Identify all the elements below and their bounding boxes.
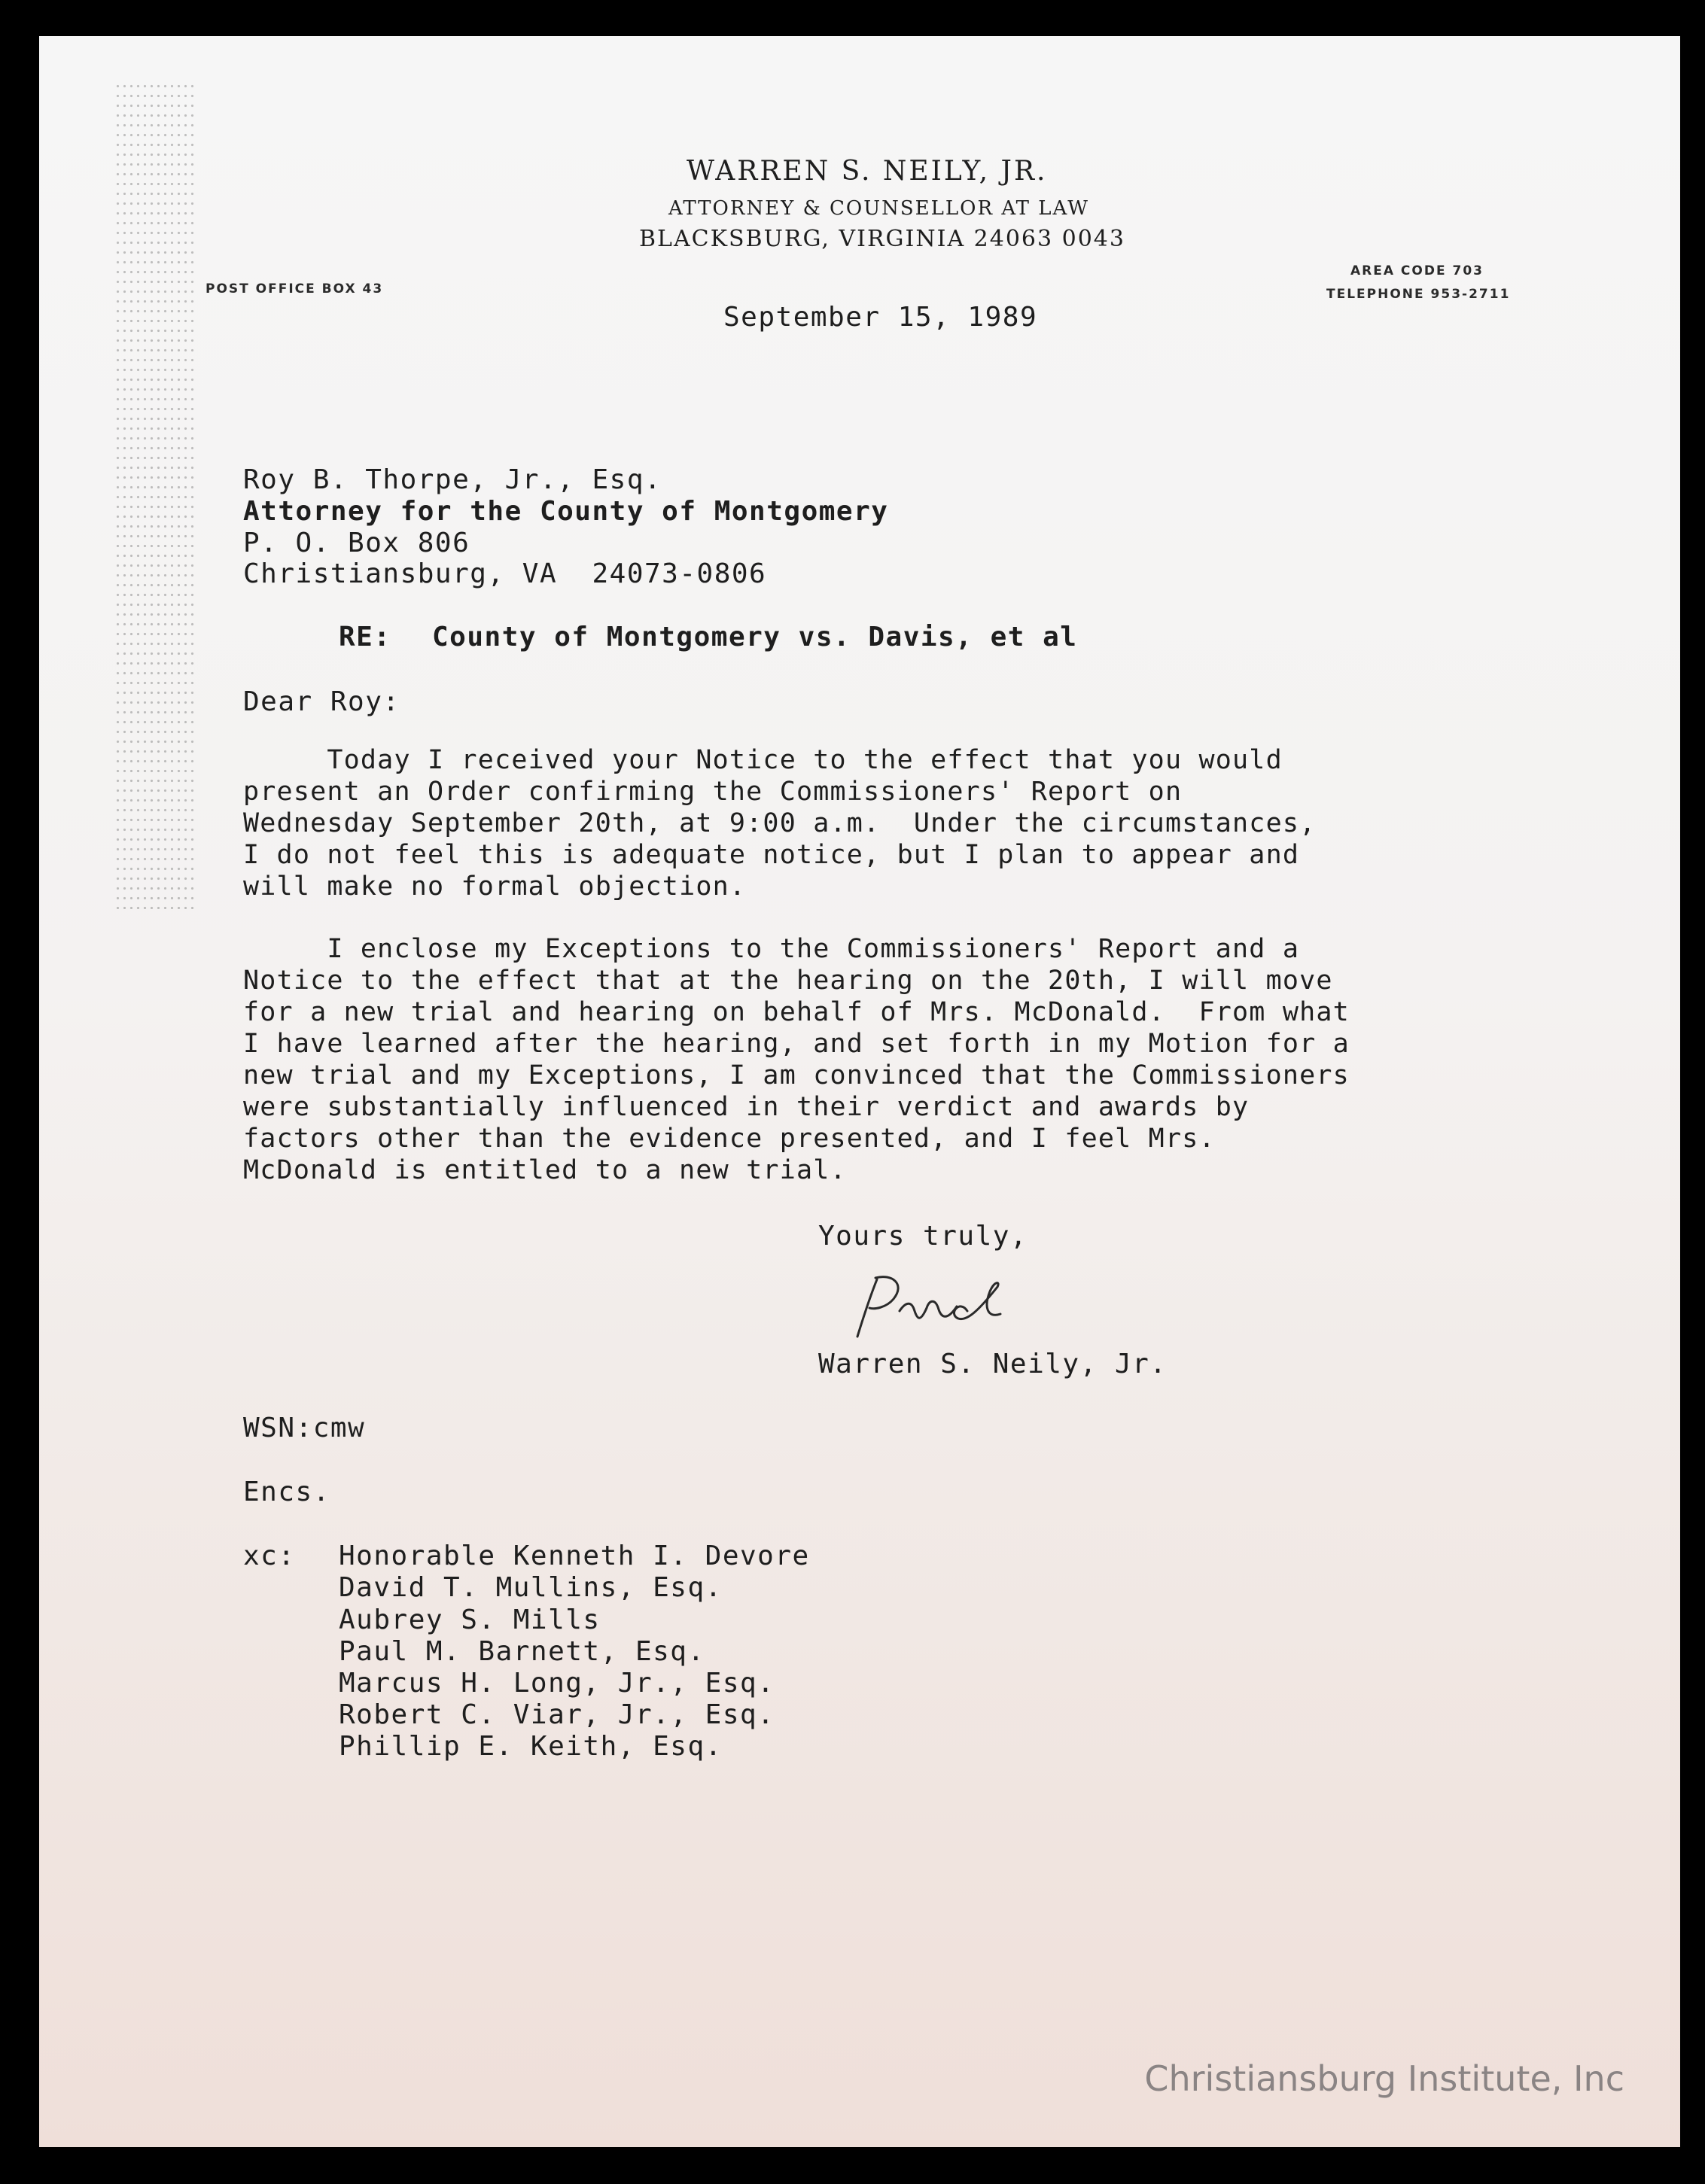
letterhead-city: BLACKSBURG, VIRGINIA 24063 0043 [639, 226, 1125, 252]
cc-recipient: Paul M. Barnett, Esq. [339, 1636, 705, 1667]
scan-speckle [114, 81, 197, 909]
letterhead-area-code: AREA CODE 703 [1350, 263, 1484, 278]
letterhead-telephone: TELEPHONE 953-2711 [1326, 287, 1511, 302]
recipient-address-1: P. O. Box 806 [243, 528, 470, 558]
body-paragraph-1: Today I received your Notice to the effect that you would present an Order confirming the Commissioners' Report on Wednesday September 20th, at 9:00 a.m. Under the circumstances, I do not feel this is adequate notice, but I plan to appear and will make no formal objection. [243, 745, 1317, 902]
cc-recipient: David T. Mullins, Esq. [339, 1572, 723, 1603]
salutation: Dear Roy: [243, 686, 400, 717]
cc-recipient: Robert C. Viar, Jr., Esq. [339, 1699, 775, 1730]
recipient-title: Attorney for the County of Montgomery [243, 496, 889, 527]
cc-recipient: Phillip E. Keith, Esq. [339, 1731, 723, 1762]
re-subject: County of Montgomery vs. Davis, et al [432, 622, 1078, 652]
archive-watermark: Christiansburg Institute, Inc [1144, 2058, 1624, 2099]
letterhead-name: WARREN S. NEILY, JR. [687, 156, 1048, 187]
letterhead-title: ATTORNEY & COUNSELLOR AT LAW [668, 197, 1090, 220]
enclosures-note: Encs. [243, 1477, 330, 1507]
signature-name: Warren S. Neily, Jr. [818, 1349, 1168, 1379]
re-label: RE: [339, 622, 391, 652]
cc-recipient: Aubrey S. Mills [339, 1605, 601, 1635]
cc-recipient: Honorable Kenneth I. Devore [339, 1541, 810, 1571]
letter-date: September 15, 1989 [723, 302, 1038, 333]
body-paragraph-2: I enclose my Exceptions to the Commissioners' Report and a Notice to the effect that at the hearing on the 20th, I will move for a new trial and hearing on behalf of Mrs. McDonald. From what I have learned after the hearing, and set forth in my Motion for a new trial and my Exceptions, I am convinced that the Commissioners were substantially influenced in their verdict and awards by factors other than the evidence presented, and I feel Mrs. McDonald is entitled to a new trial. [243, 934, 1350, 1185]
cc-recipient: Marcus H. Long, Jr., Esq. [339, 1668, 775, 1699]
recipient-address-2: Christiansburg, VA 24073-0806 [243, 558, 767, 589]
recipient-name: Roy B. Thorpe, Jr., Esq. [243, 464, 662, 495]
typist-initials: WSN:cmw [243, 1413, 366, 1443]
handwritten-signature [847, 1264, 1088, 1347]
letterhead-po-box: POST OFFICE BOX 43 [206, 281, 384, 297]
cc-label: xc: [243, 1541, 296, 1571]
closing: Yours truly, [818, 1221, 1028, 1252]
